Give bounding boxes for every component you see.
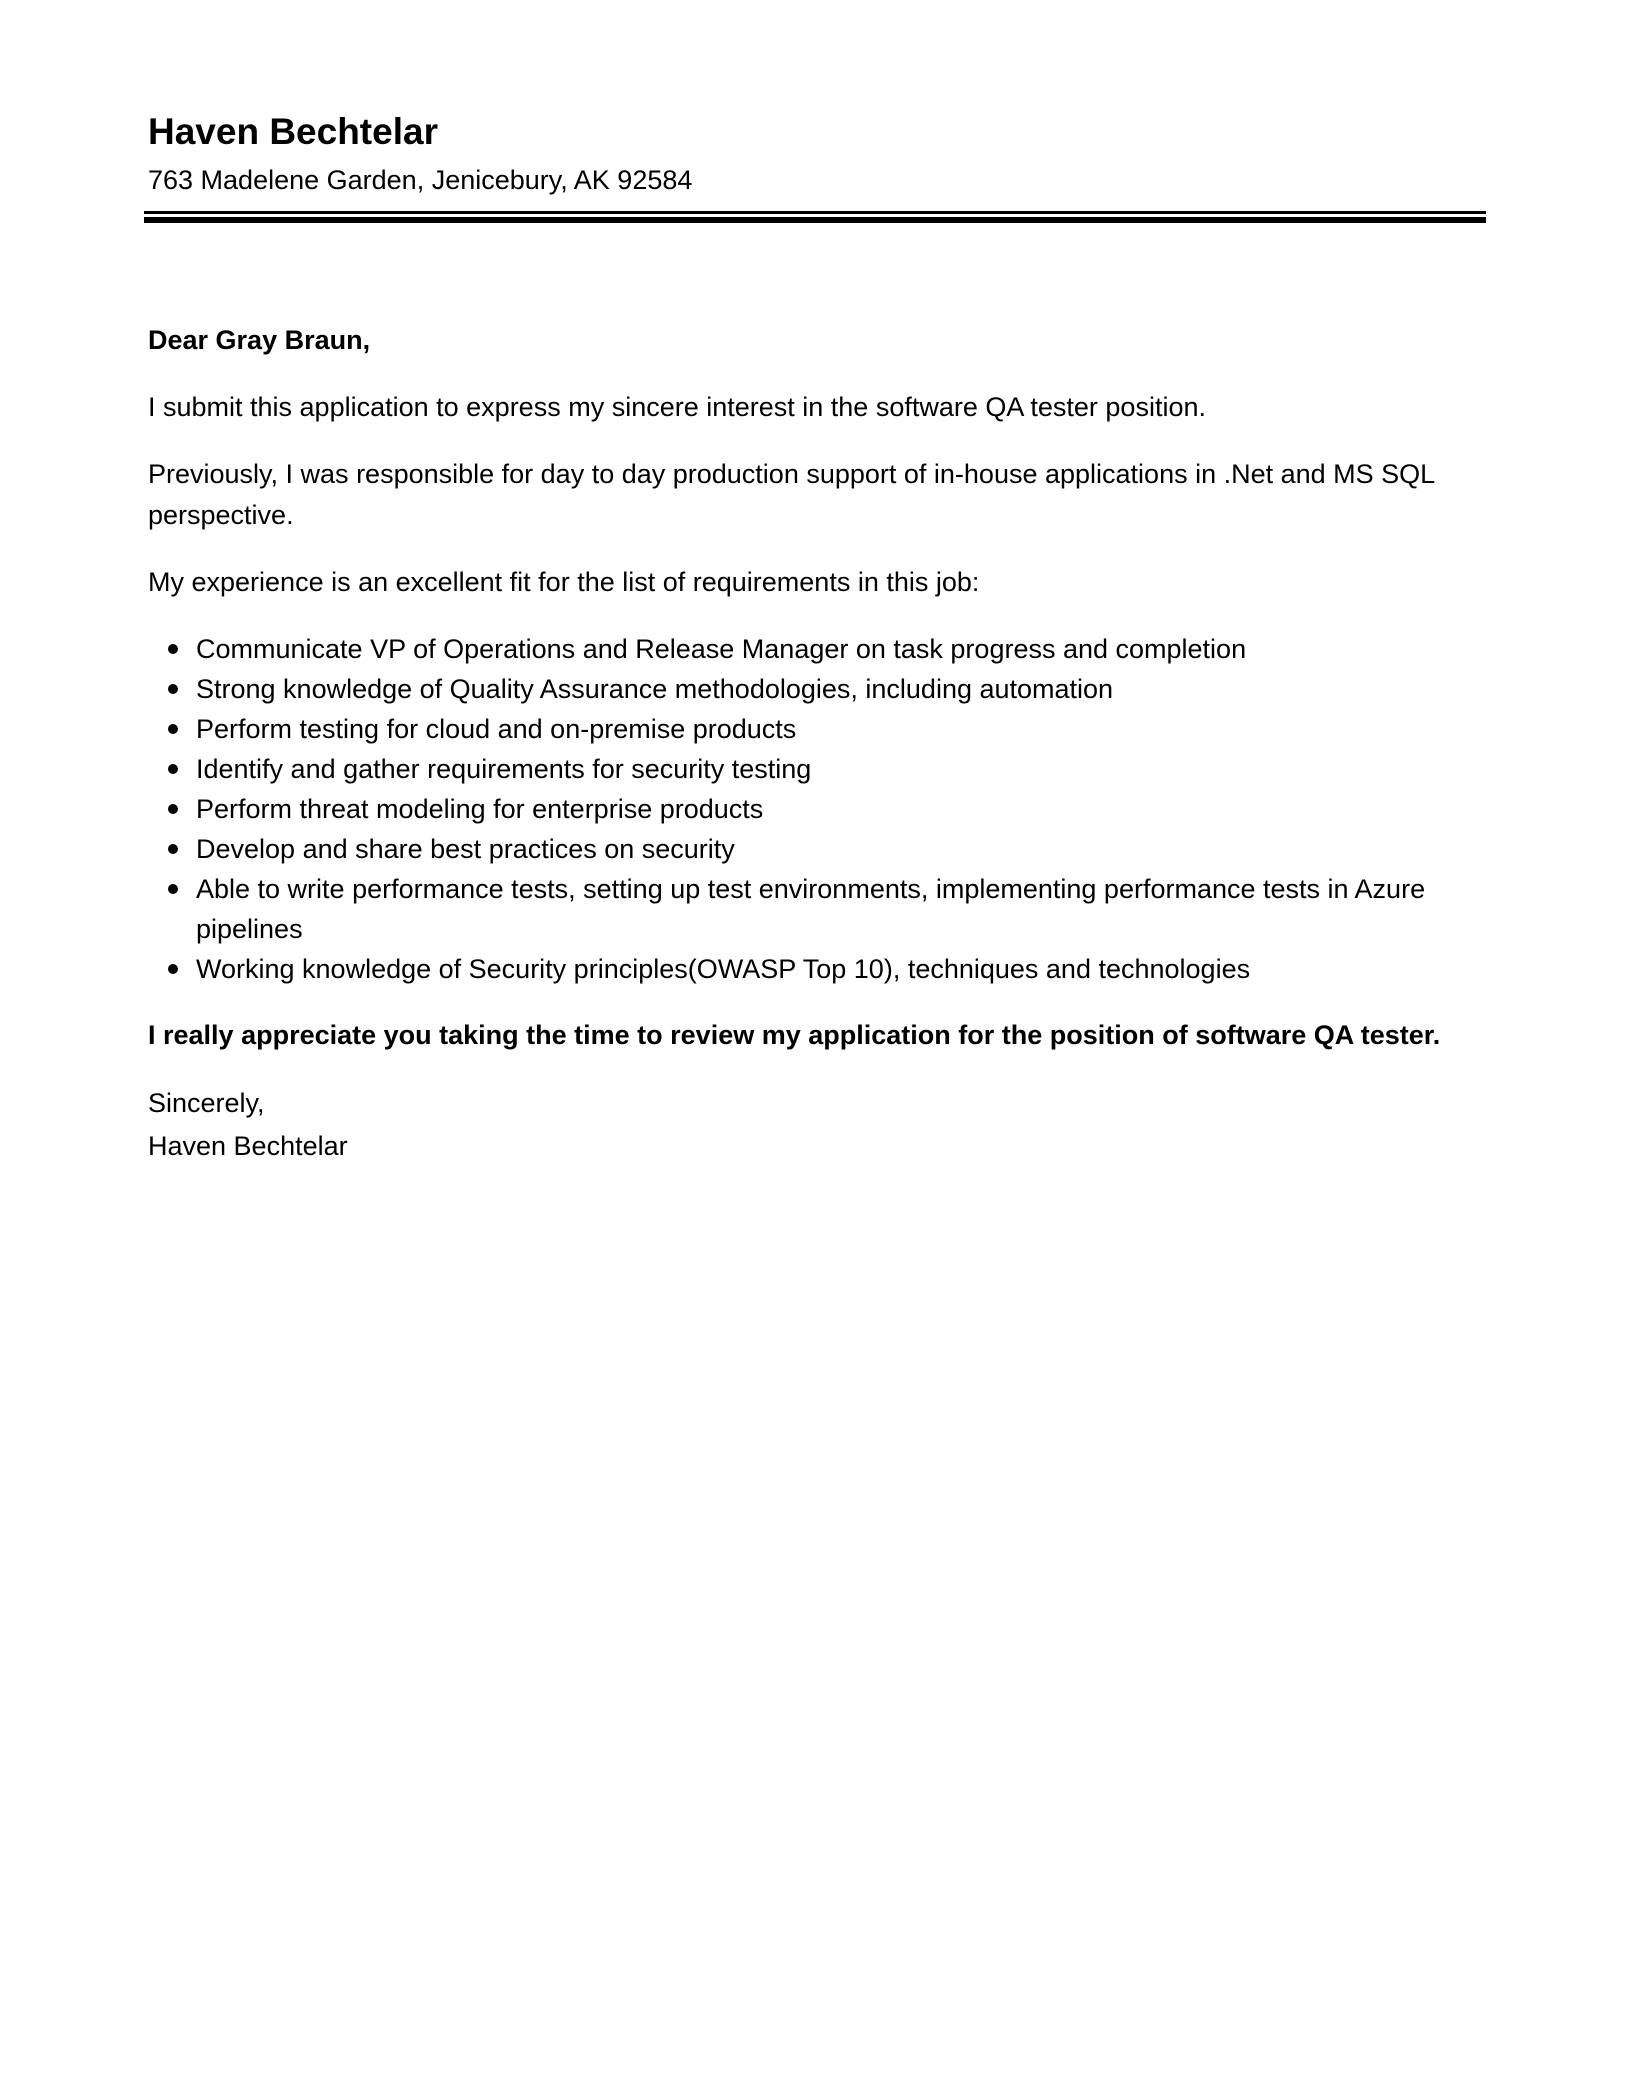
list-item: Identify and gather requirements for security testing (196, 749, 1488, 789)
header-divider-thin (144, 211, 1486, 214)
signature-name: Haven Bechtelar (148, 1131, 348, 1161)
list-item: Strong knowledge of Quality Assurance methodologies, including automation (196, 669, 1488, 709)
list-item: Perform threat modeling for enterprise products (196, 789, 1488, 829)
sender-name: Haven Bechtelar (148, 111, 438, 152)
signoff: Sincerely, (148, 1088, 265, 1118)
letter-body (148, 320, 1488, 1168)
list-item: Working knowledge of Security principles(OWASP Top 10), techniques and technologies (196, 949, 1488, 989)
fit-statement: My experience is an excellent fit for the list of requirements in this job: (148, 567, 980, 597)
list-item: Communicate VP of Operations and Release Manager on task progress and completion (196, 629, 1488, 669)
greeting: Dear Gray Braun, (148, 325, 371, 355)
list-item: Able to write performance tests, setting up test environments, implementing performance tests in Azure pipelines (196, 869, 1488, 949)
list-item: Develop and share best practices on security (196, 829, 1488, 869)
list-item: Perform testing for cloud and on-premise products (196, 709, 1488, 749)
requirements-list (148, 629, 1488, 989)
closing-paragraph: I really appreciate you taking the time to review my application for the position of software QA tester. (148, 1020, 1441, 1050)
signoff-block (148, 1082, 1488, 1168)
sender-address: 763 Madelene Garden, Jenicebury, AK 92584 (148, 165, 693, 195)
previous-experience-paragraph: Previously, I was responsible for day to day production support of in-house applications in .Net and MS SQL perspective. (148, 459, 1435, 530)
intro-paragraph: I submit this application to express my sincere interest in the software QA tester position. (148, 392, 1206, 422)
header-divider-thick (144, 217, 1486, 223)
